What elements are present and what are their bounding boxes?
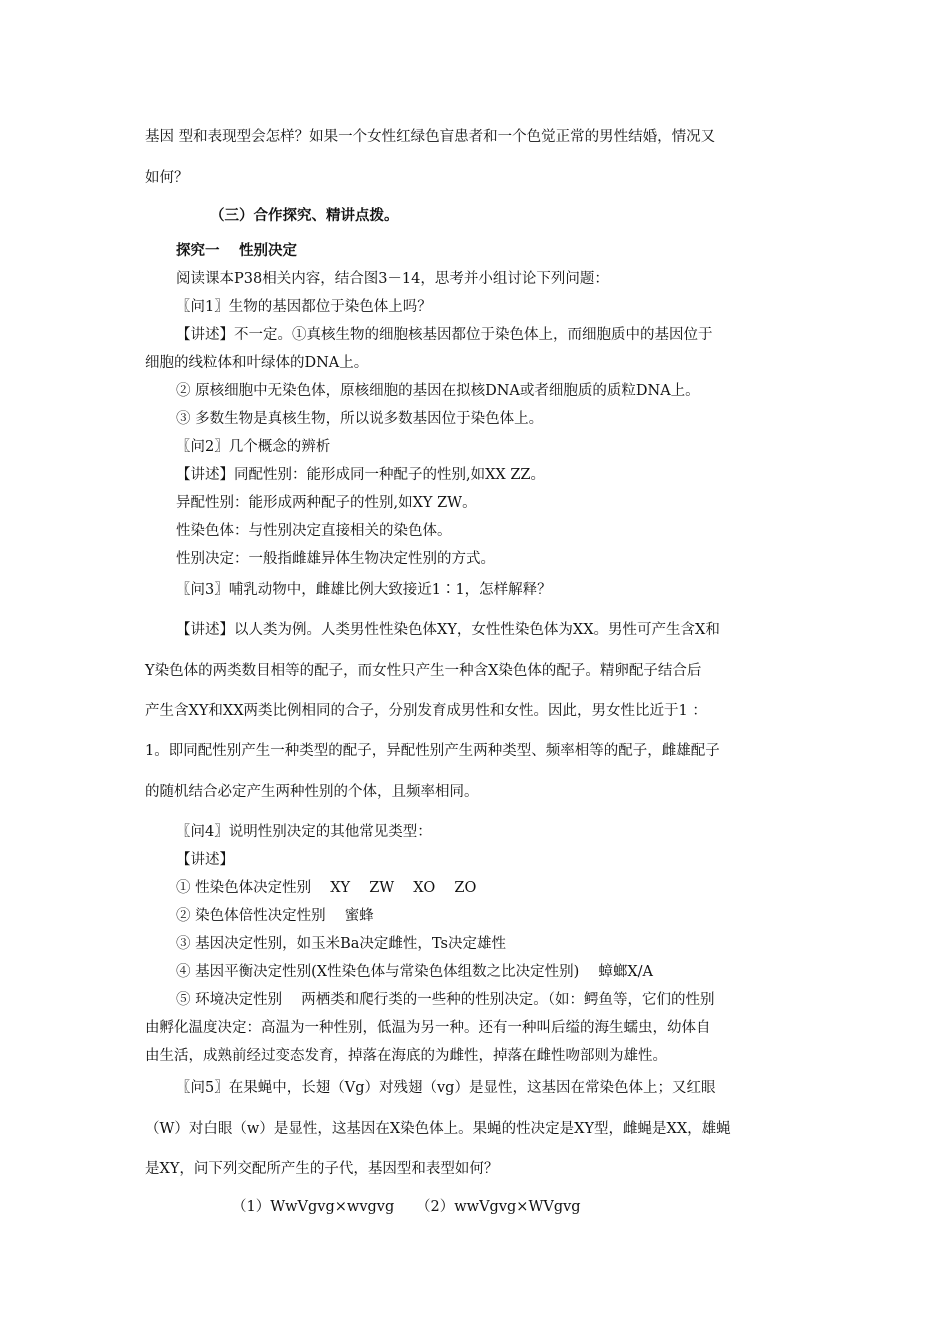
subsection-heading: 探究一 性别决定 (176, 242, 298, 259)
paragraph-line: ② 原核细胞中无染色体，原核细胞的基因在拟核DNA或者细胞质的质粒DNA上。 (176, 383, 700, 399)
question-line: 〖问3〗哺乳动物中，雌雄比例大致接近1∶1，怎样解释？ (176, 582, 552, 598)
paragraph-line: 细胞的线粒体和叶绿体的DNA上。 (145, 355, 369, 371)
paragraph-line: 【讲述】不一定。①真核生物的细胞核基因都位于染色体上，而细胞质中的基因位于 (176, 327, 713, 343)
question-line: 〖问1〗生物的基因都位于染色体上吗？ (176, 299, 432, 315)
paragraph-line: 阅读课本P38相关内容，结合图3－14，思考并小组讨论下列问题： (176, 271, 609, 287)
list-item: ① 性染色体决定性别 XY ZW XO ZO (176, 880, 477, 896)
paragraph-line: 由孵化温度决定：高温为一种性别，低温为另一种。还有一种叫后缢的海生蠕虫，幼体自 (145, 1020, 711, 1036)
question-line: 〖问4〗说明性别决定的其他常见类型： (176, 824, 432, 840)
paragraph-line: 性染色体：与性别决定直接相关的染色体。 (176, 523, 452, 539)
paragraph-line: 产生含XY和XX两类比例相同的合子，分别发育成男性和女性。因此，男女性比近于1 ： (145, 703, 707, 719)
paragraph-line: 【讲述】 (176, 852, 234, 868)
list-item: ③ 基因决定性别，如玉米Ba决定雌性，Ts决定雄性 (176, 936, 506, 952)
question-line: 〖问2〗几个概念的辨析 (176, 439, 331, 455)
paragraph-line: Y染色体的两类数目相等的配子，而女性只产生一种含X染色体的配子。精卵配子结合后 (145, 663, 702, 679)
question-line: 〖问5〗在果蝇中，长翅（Vg）对残翅（vg）是显性，这基因在常染色体上；又红眼 (176, 1080, 716, 1096)
paragraph-line: 异配性别：能形成两种配子的性别,如XY ZW。 (176, 495, 477, 511)
paragraph-line: 【讲述】以人类为例。人类男性性染色体XY，女性性染色体为XX。男性可产生含X和 (176, 622, 720, 638)
paragraph-line: （W）对白眼（w）是显性，这基因在X染色体上。果蝇的性决定是XY型，雌蝇是XX，雄蝇 (145, 1121, 731, 1137)
section-heading: （三）合作探究、精讲点拨。 (210, 207, 399, 224)
list-item: ② 染色体倍性决定性别 蜜蜂 (176, 908, 374, 924)
paragraph-line: 由生活，成熟前经过变态发育，掉落在海底的为雌性，掉落在雌性吻部则为雄性。 (145, 1048, 667, 1064)
list-item: ⑤ 环境决定性别 两栖类和爬行类的一些种的性别决定。（如：鳄鱼等，它们的性别 (176, 992, 715, 1008)
paragraph-line: ③ 多数生物是真核生物，所以说多数基因位于染色体上。 (176, 411, 544, 427)
list-item: ④ 基因平衡决定性别(X性染色体与常染色体组数之比决定性别) 蟑螂X/A (176, 964, 654, 980)
paragraph-line: 1。即同配性别产生一种类型的配子，异配性别产生两种类型、频率相等的配子，雌雄配子 (145, 743, 720, 759)
paragraph-line: 如何？ (145, 170, 189, 186)
paragraph-line: 性别决定：一般指雌雄异体生物决定性别的方式。 (176, 551, 495, 567)
paragraph-line: 是XY，问下列交配所产生的子代，基因型和表型如何？ (145, 1161, 499, 1177)
paragraph-line: 的随机结合必定产生两种性别的个体，且频率相同。 (145, 784, 479, 800)
paragraph-line: 基因 型和表现型会怎样？如果一个女性红绿色盲患者和一个色觉正常的男性结婚，情况又 (145, 129, 716, 145)
paragraph-line: 【讲述】同配性别：能形成同一种配子的性别,如XX ZZ。 (176, 467, 546, 483)
cross-formula: （1）WwVgvg×wvgvg （2）wwVgvg×WVgvg (232, 1199, 581, 1215)
